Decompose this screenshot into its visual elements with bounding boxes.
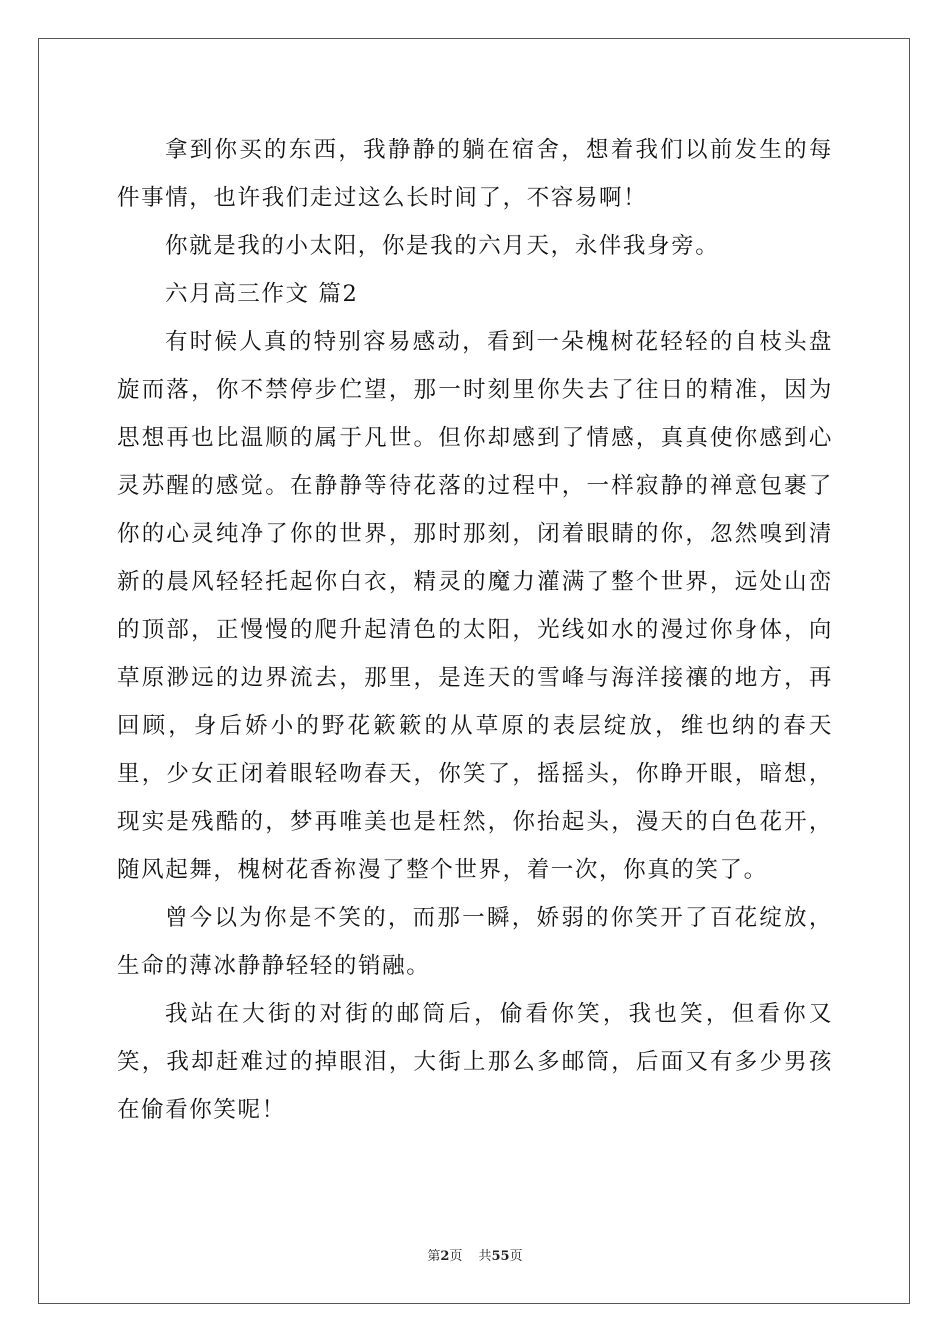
page-suffix: 页: [449, 1249, 463, 1264]
paragraph-1: 拿到你买的东西，我静静的躺在宿舍，想着我们以前发生的每件事情，也许我们走过这么长时间了，不容易啊！: [117, 137, 833, 211]
paragraph-2: 你就是我的小太阳，你是我的六月天，永伴我身旁。: [165, 233, 720, 259]
total-prefix: 共: [478, 1249, 492, 1264]
total-pages: 55: [491, 1249, 510, 1264]
page-prefix: 第: [427, 1249, 441, 1264]
section-heading: 六月高三作文 篇2: [165, 281, 359, 307]
paragraph-4: 曾今以为你是不笑的，而那一瞬，娇弱的你笑开了百花绽放，生命的薄冰静静轻轻的销融。: [117, 905, 833, 979]
document-body: [117, 126, 833, 1134]
paragraph-5: 我站在大街的对街的邮筒后，偷看你笑，我也笑，但看你又笑，我却赶难过的掉眼泪，大街上那么多邮筒，后面又有多少男孩在偷看你笑呢！: [117, 1001, 833, 1123]
page-number: 2: [440, 1249, 450, 1264]
total-suffix: 页: [509, 1249, 523, 1264]
page-footer: [0, 1245, 950, 1264]
paragraph-3: 有时候人真的特别容易感动，看到一朵槐树花轻轻的自枝头盘旋而落，你不禁停步伫望，那一时刻里你失去了往日的精准，因为思想再也比温顺的属于凡世。但你却感到了情感，真真使你感到心灵苏醒的感觉。在静静等待花落的过程中，一样寂静的禅意包裹了你的心灵纯净了你的世界，那时那刻，闭着眼睛的你，忽然嗅到清新的晨风轻轻托起你白衣，精灵的魔力灌满了整个世界，远处山峦的顶部，正慢慢的爬升起清色的太阳，光线如水的漫过你身体，向草原渺远的边界流去，那里，是连天的雪峰与海洋接禳的地方，再回顾，身后娇小的野花簌簌的从草原的表层绽放，维也纳的春天里，少女正闭着眼轻吻春天，你笑了，摇摇头，你睁开眼，暗想，现实是残酷的，梦再唯美也是枉然，你抬起头，漫天的白色花开，随风起舞，槐树花香祢漫了整个世界，着一次，你真的笑了。: [117, 329, 833, 883]
